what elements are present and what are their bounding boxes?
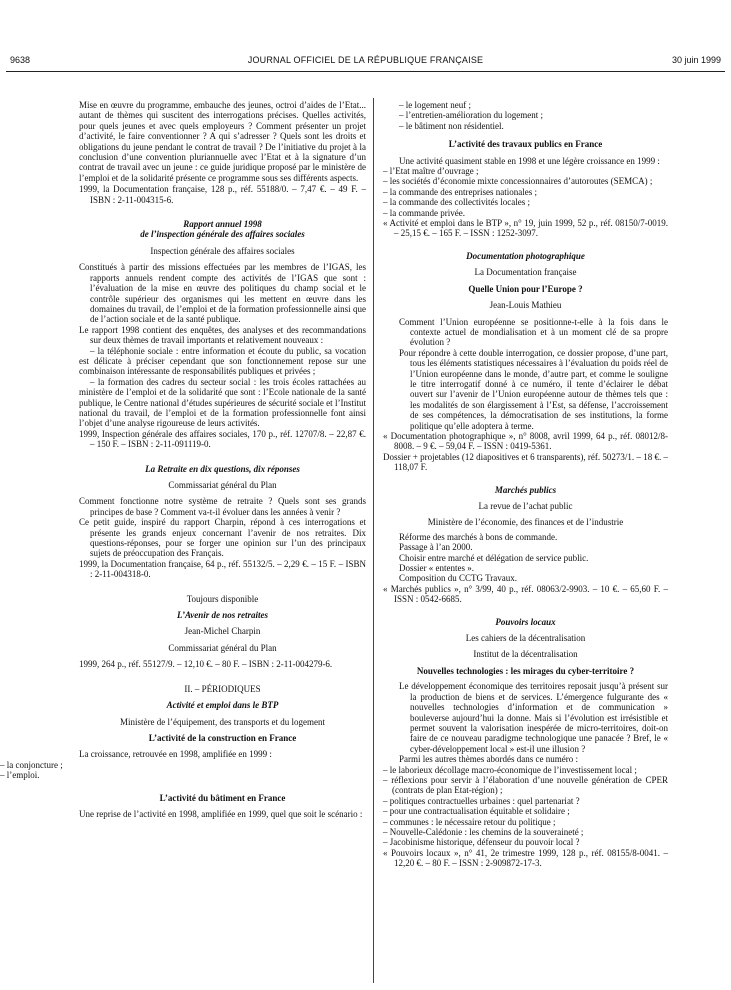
paragraph: – la formation des cadres du secteur social : les trois écoles rattachées au ministère de l’emploi et de la solidarité que sont : l’Ecole nationale de la santé publique, le Centre national d’études supérieures de sécurité sociale et l’Institut national du travail, de l’emploi et de la formation professionnelle font ainsi l’objet d’une analyse rigoureuse de leurs activités. bbox=[79, 376, 366, 429]
title: Activité et emploi dans le BTP bbox=[166, 700, 279, 711]
list-item: – les sociétés d’économie mixte concessionnaires d’autoroutes (SEMCA) ; bbox=[383, 176, 653, 187]
paragraph: Une reprise de l’activité en 1998, amplifiée en 1999, quel que soit le scénario : bbox=[79, 808, 363, 819]
list-item: – la commande des collectivités locales ; bbox=[383, 197, 530, 208]
paragraph: Constitués à partir des missions effectuées par les membres de l’IGAS, les rapports annuels rendent compte des activités de l’IGAS que sont : l’évaluation de la mise en œuvre des politiques du champ social et le contrôle supérieur des organismes qui les mettent en œuvre dans les domaines du travail, de l’emploi et de la formation professionnelle ainsi que de l’action sociale et de la santé publique. bbox=[79, 262, 366, 325]
subtitle: La Documentation française bbox=[474, 267, 577, 278]
paragraph: Comment l’Union européenne se positionne-t-elle à la fois dans le contexte actuel de mondialisation et à un moment clé de sa propre évolution ? bbox=[399, 316, 668, 348]
list-item: – le laborieux décollage macro-économique de l’investissement local ; bbox=[383, 764, 637, 775]
list-item: – la commande privée. bbox=[383, 207, 465, 218]
list-item: – l’entretien-amélioration du logement ; bbox=[399, 110, 543, 121]
paragraph: Ce petit guide, inspiré du rapport Charpin, répond à ces interrogations et présente les grands enjeux concernant l’avenir de nos retraites. Dix questions-réponses, pour se forger une opinion sur l’un des principaux sujets de préoccupation des Français. bbox=[79, 517, 366, 559]
reference: « Documentation photographique », n° 8008, avril 1999, 64 p., réf. 08012/8-8008. – 9 €. – 59,04 F. – ISSN : 0419-5361. bbox=[383, 430, 668, 452]
journal-title: JOURNAL OFFICIEL DE LA RÉPUBLIQUE FRANÇAISE bbox=[247, 55, 484, 65]
paragraph: Parmi les autres thèmes abordés dans ce numéro : bbox=[399, 754, 578, 765]
list-item: Composition du CCTG Travaux. bbox=[399, 573, 518, 584]
section-heading: II. – PÉRIODIQUES bbox=[184, 683, 261, 694]
list-item: – le logement neuf ; bbox=[399, 100, 471, 110]
title: de l’inspection générale des affaires sociales bbox=[140, 229, 305, 240]
list-item: – l’emploi. bbox=[0, 770, 40, 781]
subtitle: Inspection générale des affaires sociales bbox=[150, 245, 295, 256]
title: Marchés publics bbox=[494, 484, 557, 495]
heading: Nouvelles technologies : les mirages du cyber-territoire ? bbox=[416, 665, 635, 676]
subtitle: Ministère de l’équipement, des transports et du logement bbox=[120, 716, 325, 727]
left-column bbox=[0, 100, 366, 819]
subtitle: Commissariat général du Plan bbox=[168, 480, 277, 490]
list-item: – la conjoncture ; bbox=[0, 759, 63, 770]
title: Rapport annuel 1998 bbox=[183, 219, 262, 230]
subtitle: Toujours disponible bbox=[186, 593, 259, 604]
page-number: 9638 bbox=[10, 55, 31, 65]
reference: « Activité et emploi dans le BTP », n° 19, juin 1999, 52 p., réf. 08150/7-0019. – 25,15 €. – 165 F. – ISSN : 1252-3097. bbox=[383, 218, 668, 239]
title: L’Avenir de nos retraites bbox=[176, 610, 269, 621]
list-item: – politiques contractuelles urbaines : quel partenariat ? bbox=[383, 795, 580, 806]
author: Jean-Michel Charpin bbox=[184, 626, 261, 637]
paragraph: Le développement économique des territoires reposait jusqu’à présent sur la production de biens et de services. L’émergence fulgurante des « nouvelles technologies d’information et de communication » bouleverse aujourd’hui la donne. Mais si l’évolution est irrésistible et permet souvent la valorisation inespérée de micro-territoires, doit-on faire de ce nouveau paradigme technologique une panacée ? Bref, le « cyber-développement local » est-il une illusion ? bbox=[399, 681, 668, 754]
subtitle: La revue de l’achat public bbox=[478, 501, 573, 511]
list-item: – la commande des entreprises nationales ; bbox=[383, 186, 537, 197]
list-item: – pour une contractualisation équitable et solidaire ; bbox=[383, 806, 570, 817]
list-item: – Jacobinisme historique, défenseur du pouvoir local ? bbox=[383, 837, 580, 848]
title: La Retraite en dix questions, dix réponses bbox=[145, 463, 300, 474]
heading: L’activité de la construction en France bbox=[148, 732, 297, 743]
paragraph: Pour répondre à cette double interrogation, ce dossier propose, d’une part, tous les éléments statistiques nécessaires à l’évaluation du poids réel de l’Union européenne dans le monde, d’autre part, et comme le souligne le titre interrogatif donné à ce numéro, il tente d’éclairer le débat ouvert sur l’avenir de l’Union européenne autour de thèmes tels que : les modalités de son élargissement à l’Est, sa défense, l’accroissement de ses compétences, la démocratisation de ses institutions, la forme politique qu’elle adoptera à terme. bbox=[399, 347, 668, 431]
subtitle: Les cahiers de la décentralisation bbox=[465, 633, 586, 644]
author: Jean-Louis Mathieu bbox=[489, 300, 562, 311]
reference: Dossier + projetables (12 diapositives et 6 transparents), réf. 50273/1. – 18 €. – 118,07 F. bbox=[383, 451, 668, 473]
reference: « Pouvoirs locaux », n° 41, 2e trimestre 1999, 128 p., réf. 08155/8-0041. – 12,20 €. – 80 F. – ISSN : 2-909872-17-3. bbox=[383, 847, 668, 869]
paragraph: Comment fonctionne notre système de retraite ? Quels sont ses grands principes de base ? Comment va-t-il évoluer dans les années à venir ? bbox=[79, 496, 366, 517]
page-header bbox=[10, 55, 721, 69]
right-column bbox=[383, 100, 668, 869]
title: Documentation photographique bbox=[466, 250, 585, 261]
list-item: – l’Etat maître d’ouvrage ; bbox=[383, 166, 479, 177]
paragraph: Mise en œuvre du programme, embauche des jeunes, octroi d’aides de l’Etat... autant de thèmes qui suscitent des interrogations précises. Quelles activités, pour quels jeunes et avec quels employeurs ? Comment présenter un projet d’activité, le faire conventionner ? A qui s’adresser ? Quels sont les droits et obligations du jeune pendant le contrat de travail ? De l’initiative du projet à la conclusion d’une convention pluriannuelle avec l’Etat et à la signature d’un contrat de travail avec un jeune : ce guide juridique proposé par le ministère de l’emploi et de la solidarité présente ce programme sous ses différents aspects. bbox=[79, 100, 366, 183]
list-item: – communes : le nécessaire retour du politique ; bbox=[383, 816, 556, 827]
list-item: – Nouvelle-Calédonie : les chemins de la souveraineté ; bbox=[383, 826, 584, 837]
subtitle: Commissariat général du Plan bbox=[168, 642, 277, 653]
issue-date: 30 juin 1999 bbox=[671, 55, 721, 65]
list-item: Réforme des marchés à bons de commande. bbox=[399, 531, 558, 542]
reference: 1999, Inspection générale des affaires sociales, 170 p., réf. 12707/8. – 22,87 €. – 150 F. – ISBN : 2-11-091119-0. bbox=[79, 428, 366, 450]
title: Pouvoirs locaux bbox=[495, 616, 556, 627]
reference: « Marchés publics », n° 3/99, 40 p., réf. 08063/2-9903. – 10 €. – 65,60 F. – ISSN : 0542-6685. bbox=[383, 583, 668, 605]
paragraph: Une activité quasiment stable en 1998 et une légère croissance en 1999 : bbox=[399, 155, 660, 166]
header-rule bbox=[6, 71, 725, 72]
paragraph: Le rapport 1998 contient des enquêtes, des analyses et des recommandations sur deux thèmes de travail importants et relativement nouveaux : bbox=[79, 324, 366, 346]
subtitle: Ministère de l’économie, des finances et de l’industrie bbox=[427, 517, 624, 528]
list-item: Choisir entre marché et délégation de service public. bbox=[399, 552, 589, 563]
reference: 1999, la Documentation française, 64 p., réf. 55132/5. – 2,29 €. – 15 F. – ISBN : 2-11-004318-0. bbox=[79, 558, 366, 580]
heading: L’activité des travaux publics en France bbox=[448, 139, 603, 150]
list-item: Passage à l’an 2000. bbox=[399, 542, 473, 553]
heading: Quelle Union pour l’Europe ? bbox=[468, 283, 583, 294]
reference: 1999, 264 p., réf. 55127/9. – 12,10 €. – 80 F. – ISBN : 2-11-004279-6. bbox=[79, 659, 333, 670]
list-item: Dossier « ententes ». bbox=[399, 563, 474, 574]
subtitle: Institut de la décentralisation bbox=[473, 649, 578, 660]
list-item: – réflexions pour servir à l’élaboration d’une nouvelle génération de CPER (contrats de plan Etat-région) ; bbox=[383, 774, 668, 796]
paragraph: – la téléphonie sociale : entre information et écoute du public, sa vocation est délicate à préciser cependant que son fonctionnement repose sur une combinaison intéressante de responsabilités publiques et privées ; bbox=[79, 345, 366, 377]
heading: L’activité du bâtiment en France bbox=[159, 792, 286, 803]
reference: 1999, la Documentation française, 128 p., réf. 55188/0. – 7,47 €. – 49 F. – ISBN : 2-11-004315-6. bbox=[79, 184, 366, 205]
column-divider bbox=[373, 98, 374, 983]
list-item: – le bâtiment non résidentiel. bbox=[399, 120, 504, 131]
paragraph: La croissance, retrouvée en 1998, amplifiée en 1999 : bbox=[79, 749, 272, 760]
